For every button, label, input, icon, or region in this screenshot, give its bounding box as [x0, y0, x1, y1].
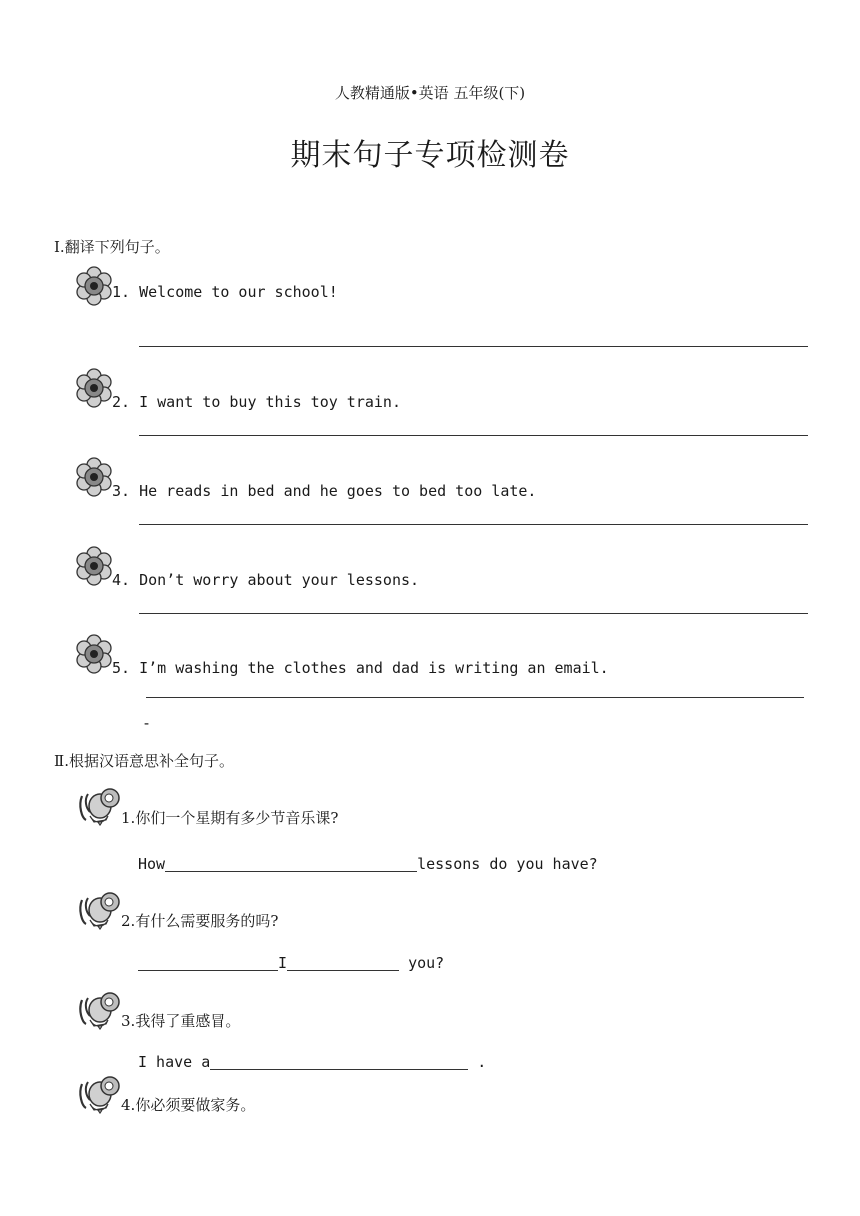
elephant-icon	[76, 1074, 122, 1114]
s2-item-3-chinese: 我得了重感冒。	[135, 1012, 241, 1030]
flower-icon	[74, 457, 114, 497]
s1-item-5-text: I’m washing the clothes and dad is writing an email.	[139, 659, 609, 677]
s2-item-2-suffix: you?	[408, 954, 445, 972]
s2-item-2-middle: I	[278, 954, 288, 972]
s2-item-3-suffix: .	[477, 1053, 487, 1071]
s1-answer-line-3[interactable]	[139, 524, 808, 525]
s2-item-2-prompt	[121, 910, 278, 931]
s1-item-2	[112, 393, 401, 411]
s2-item-1-suffix: lessons do you have?	[417, 855, 598, 873]
s2-item-1-num: 1.	[121, 809, 136, 827]
s1-item-2-num: 2.	[112, 393, 131, 411]
elephant-icon	[76, 786, 122, 826]
s1-item-1-num: 1.	[112, 283, 131, 301]
s2-item-1-prompt	[121, 807, 338, 828]
s2-item-3-prefix: I have a	[138, 1053, 211, 1071]
header-subtitle: 人教精通版•英语 五年级(下)	[334, 84, 526, 102]
flower-icon	[74, 266, 114, 306]
s2-item-1-blank[interactable]	[165, 855, 417, 872]
s1-item-1-text: Welcome to our school!	[139, 283, 338, 301]
s2-item-2-blank-2[interactable]	[287, 954, 399, 971]
s1-item-4-text: Don’t worry about your lessons.	[139, 571, 420, 589]
s1-item-5	[112, 659, 609, 677]
elephant-icon	[76, 890, 122, 930]
s1-trailing-mark: -	[142, 714, 152, 732]
s2-item-1-prefix: How	[138, 855, 166, 873]
page-title: 期末句子专项检测卷	[290, 138, 570, 173]
s1-answer-line-5[interactable]	[146, 697, 804, 698]
s1-answer-line-1[interactable]	[139, 346, 808, 347]
s1-item-4-num: 4.	[112, 571, 131, 589]
s2-item-2-chinese: 有什么需要服务的吗?	[135, 912, 279, 930]
s1-item-2-text: I want to buy this toy train.	[139, 393, 401, 411]
section-1-heading: Ⅰ.翻译下列句子。	[54, 238, 170, 256]
s1-item-5-num: 5.	[112, 659, 131, 677]
flower-icon	[74, 634, 114, 674]
flower-icon	[74, 368, 114, 408]
s1-item-3-num: 3.	[112, 482, 131, 500]
s1-item-3	[112, 482, 536, 500]
s2-item-4-chinese: 你必须要做家务。	[135, 1096, 256, 1114]
s1-item-3-text: He reads in bed and he goes to bed too late.	[139, 482, 537, 500]
s2-item-1-chinese: 你们一个星期有多少节音乐课?	[135, 809, 339, 827]
s2-item-3-num: 3.	[121, 1012, 136, 1030]
section-2-heading: Ⅱ.根据汉语意思补全句子。	[54, 752, 234, 770]
s2-item-3-prompt	[121, 1010, 240, 1031]
s2-item-2-sentence	[138, 954, 444, 972]
s2-item-3-blank[interactable]	[210, 1053, 468, 1070]
s2-item-1-sentence	[138, 855, 598, 873]
s1-item-1	[112, 283, 338, 301]
s2-item-2-blank-1[interactable]	[138, 954, 278, 971]
s2-item-4-num: 4.	[121, 1096, 136, 1114]
s1-item-4	[112, 571, 419, 589]
s2-item-4-prompt	[121, 1094, 255, 1115]
s1-answer-line-4[interactable]	[139, 613, 808, 614]
s1-answer-line-2[interactable]	[139, 435, 808, 436]
s2-item-3-sentence	[138, 1053, 486, 1071]
flower-icon	[74, 546, 114, 586]
elephant-icon	[76, 990, 122, 1030]
s2-item-2-num: 2.	[121, 912, 136, 930]
